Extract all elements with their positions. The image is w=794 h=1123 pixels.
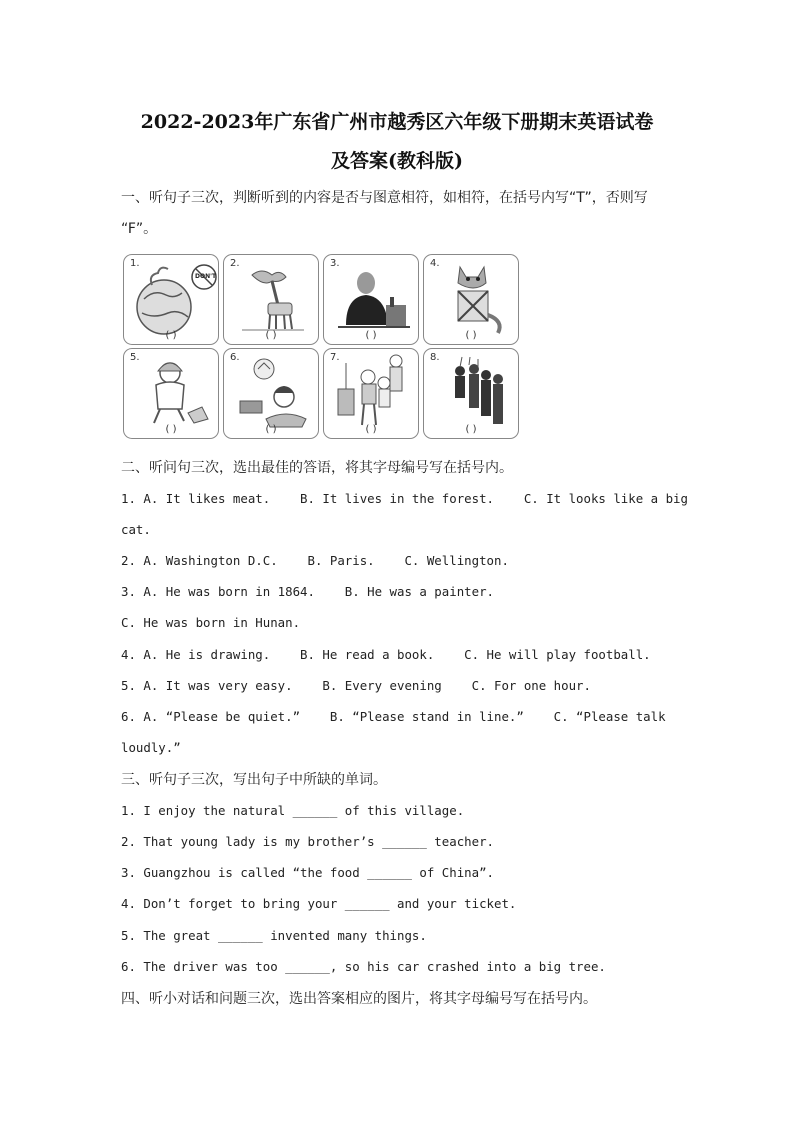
section3-line: 6. The driver was too ______, so his car crashed into a big tree. [121,959,606,974]
picture-5-boy-cleaning [123,348,219,439]
answer-blank: ( ) [165,330,177,341]
picture-2-giraffe [223,254,319,345]
section3-line: 5. The great ______ invented many things. [121,928,427,943]
section2-line: 5. A. It was very easy. B. Every evening C. For one hour. [121,678,591,693]
section2-line: 1. A. It likes meat. B. It lives in the forest. C. It looks like a big [121,491,688,506]
picture-8-queue [423,348,519,439]
dont-sign-text: DON'T [195,273,217,280]
picture-3-man-portrait [323,254,419,345]
picture-grid [123,254,523,442]
answer-blank: ( ) [265,424,277,435]
answer-blank: ( ) [365,424,377,435]
section2-line: loudly.” [121,740,181,755]
answer-blank: ( ) [265,330,277,341]
section3-heading: 三、听句子三次，写出句子中所缺的单词。 [121,772,387,788]
exam-title-line1: 2022-2023年广东省广州市越秀区六年级下册期末英语试卷 [140,111,654,133]
exam-title-line2: 及答案(教科版) [331,150,463,172]
section3-line: 3. Guangzhou is called “the food ______ of China”. [121,865,494,880]
picture-number: 3. [330,258,340,269]
section3-line: 4. Don’t forget to bring your ______ and your ticket. [121,896,517,911]
section2-line: 2. A. Washington D.C. B. Paris. C. Wellington. [121,553,509,568]
section3-line: 2. That young lady is my brother’s ______ teacher. [121,834,494,849]
picture-number: 2. [230,258,240,269]
answer-blank: ( ) [465,424,477,435]
picture-6-girl-reading [223,348,319,439]
picture-number: 4. [430,258,440,269]
picture-number: 7. [330,352,340,363]
picture-number: 6. [230,352,240,363]
picture-7-family [323,348,419,439]
section2-line: C. He was born in Hunan. [121,615,301,630]
picture-number: 5. [130,352,140,363]
section1-heading-cont: “F”。 [121,221,158,237]
answer-blank: ( ) [165,424,177,435]
section2-line: cat. [121,522,151,537]
section1-heading: 一、听句子三次，判断听到的内容是否与图意相符，如相符，在括号内写“T”，否则写 [121,190,648,206]
section2-line: 6. A. “Please be quiet.” B. “Please stand in line.” C. “Please talk [121,709,666,724]
section4-heading: 四、听小对话和问题三次，选出答案相应的图片，将其字母编号写在括号内。 [121,991,597,1007]
section2-line: 4. A. He is drawing. B. He read a book. C. He will play football. [121,647,651,662]
section2-line: 3. A. He was born in 1864. B. He was a painter. [121,584,494,599]
picture-number: 1. [130,258,140,269]
section3-line: 1. I enjoy the natural ______ of this village. [121,803,465,818]
answer-blank: ( ) [365,330,377,341]
picture-4-wolf [423,254,519,345]
picture-1-earth-pollution [123,254,219,345]
section2-heading: 二、听问句三次，选出最佳的答语，将其字母编号写在括号内。 [121,460,513,476]
picture-number: 8. [430,352,440,363]
answer-blank: ( ) [465,330,477,341]
